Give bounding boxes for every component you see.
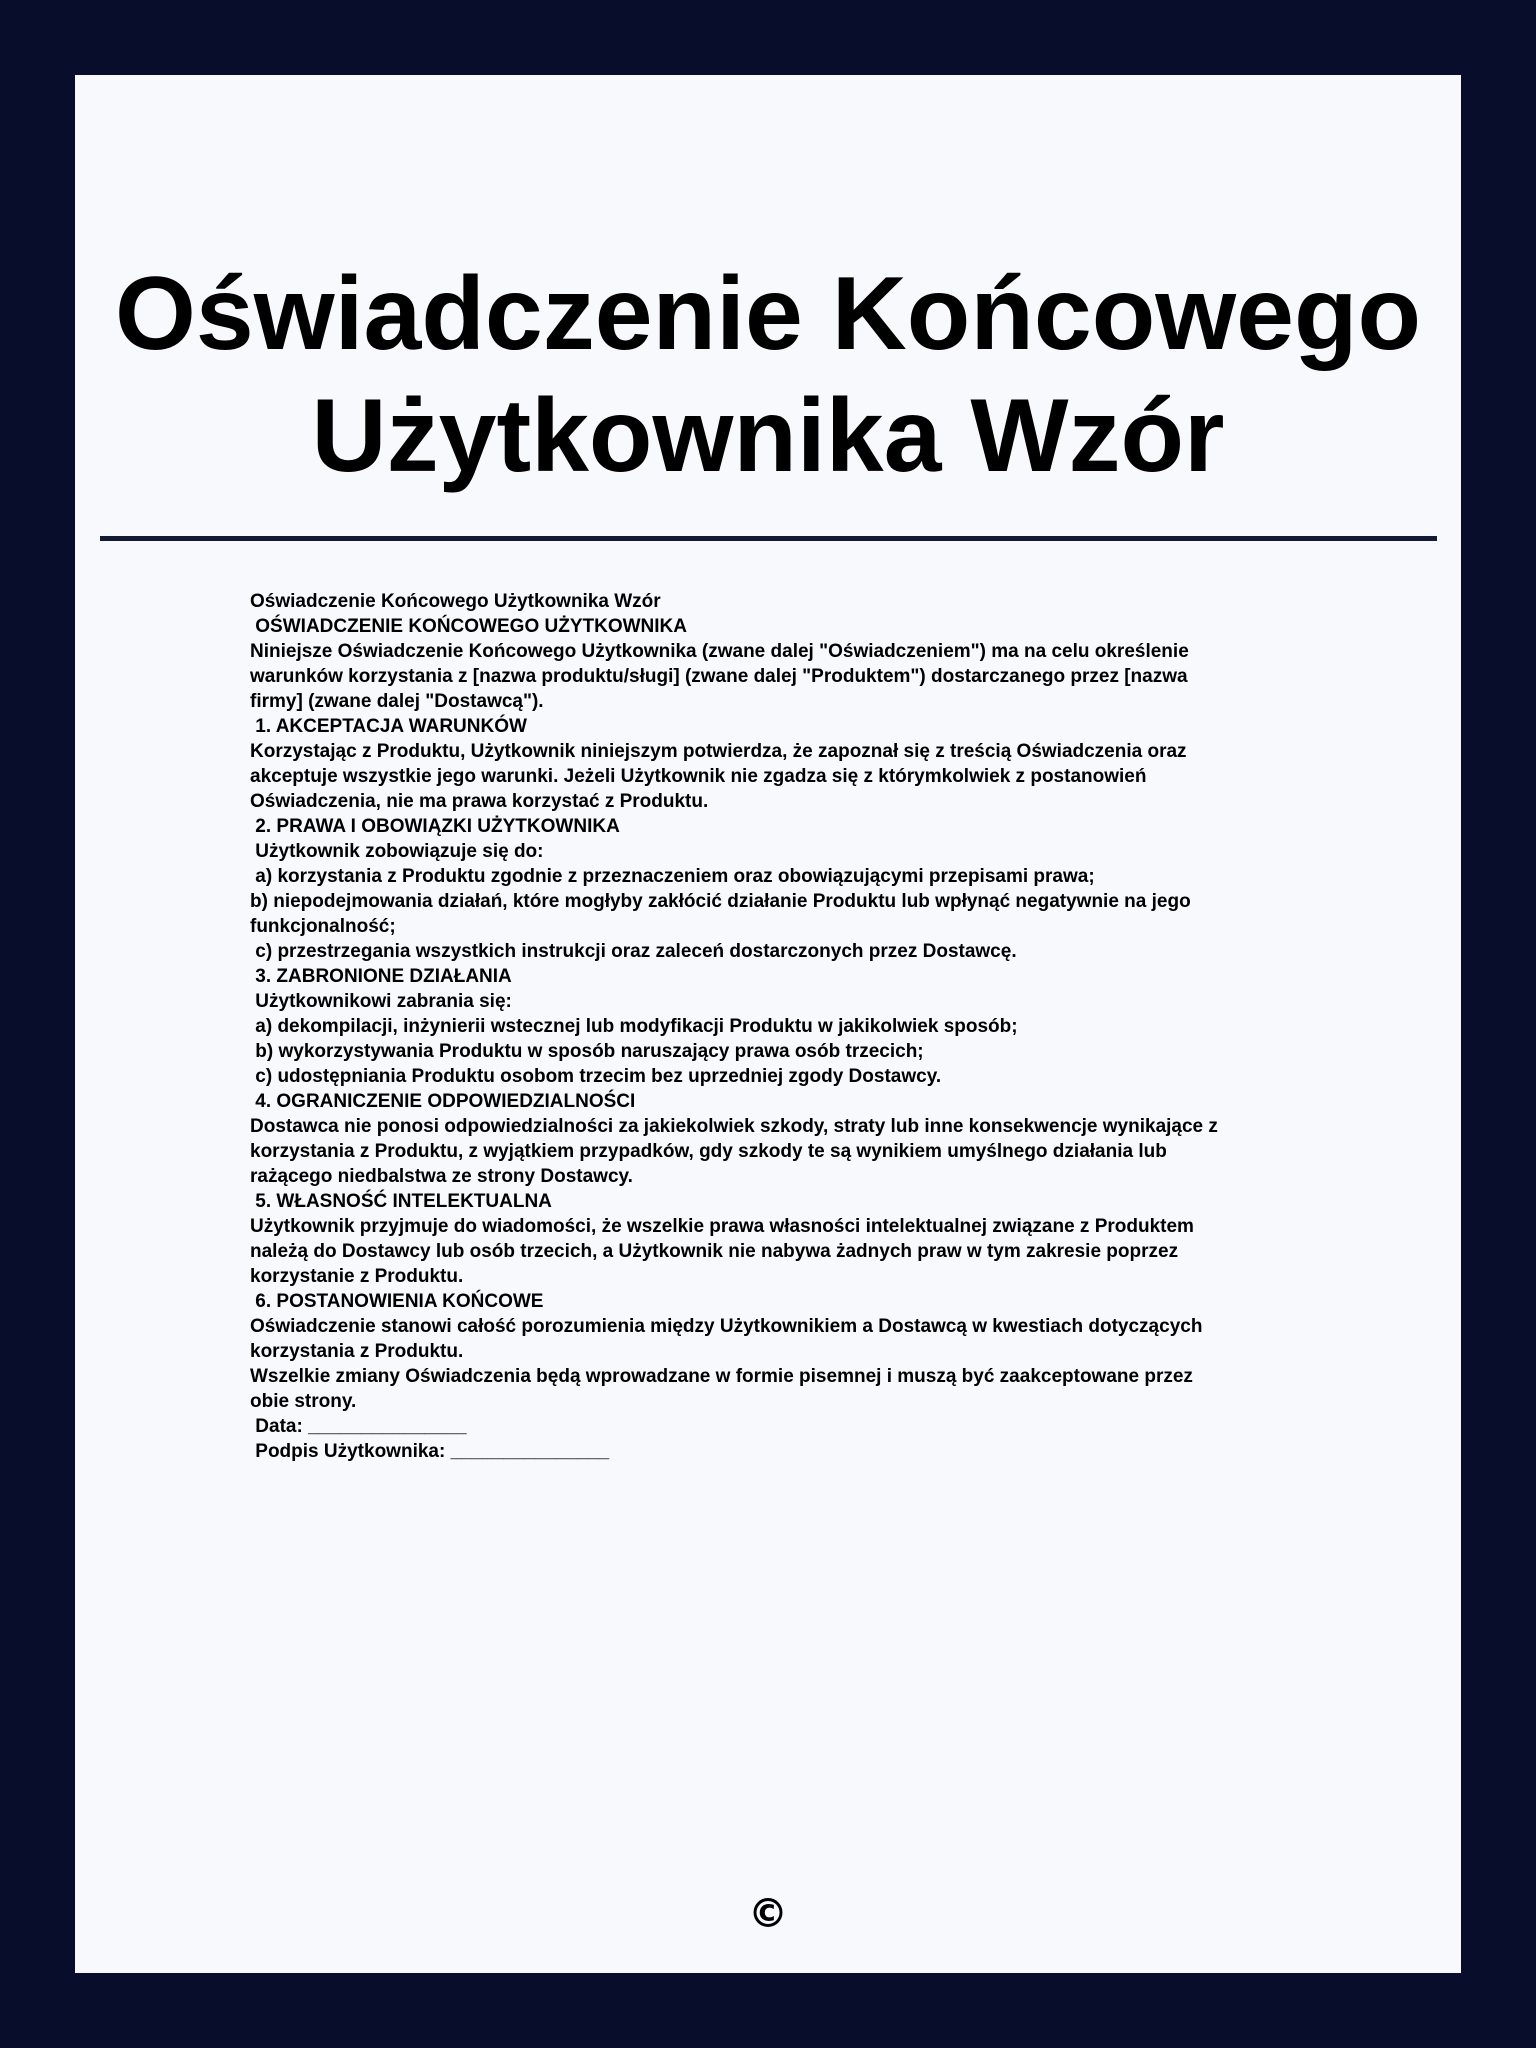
- title-line-2: Użytkownika Wzór: [311, 378, 1225, 494]
- body-line: Korzystając z Produktu, Użytkownik niniejszym potwierdza, że zapoznał się z treścią Oświadczenia oraz: [250, 741, 1187, 762]
- body-line: należą do Dostawcy lub osób trzecich, a Użytkownik nie nabywa żadnych praw w tym zakresie poprzez: [250, 1241, 1179, 1262]
- body-line: Wszelkie zmiany Oświadczenia będą wprowadzane w formie pisemnej i muszą być zaakceptowane przez: [250, 1366, 1193, 1387]
- body-line: Użytkownik zobowiązuje się do:: [250, 841, 544, 862]
- body-line: Użytkownikowi zabrania się:: [250, 991, 512, 1012]
- title-divider: [100, 536, 1437, 541]
- body-line: 3. ZABRONIONE DZIAŁANIA: [250, 966, 512, 987]
- body-line: obie strony.: [250, 1391, 357, 1412]
- body-line: 2. PRAWA I OBOWIĄZKI UŻYTKOWNIKA: [250, 816, 620, 837]
- body-line: firmy] (zwane dalej "Dostawcą").: [250, 691, 544, 712]
- body-line: c) udostępniania Produktu osobom trzecim bez uprzedniej zgody Dostawcy.: [250, 1066, 942, 1087]
- body-line: Oświadczenia, nie ma prawa korzystać z Produktu.: [250, 791, 709, 812]
- title-line-1: Oświadczenie Końcowego: [114, 256, 1422, 372]
- body-line: OŚWIADCZENIE KOŃCOWEGO UŻYTKOWNIKA: [250, 616, 687, 637]
- body-line: Oświadczenie stanowi całość porozumienia między Użytkownikiem a Dostawcą w kwestiach dotyczących: [250, 1316, 1203, 1337]
- body-line: Niniejsze Oświadczenie Końcowego Użytkownika (zwane dalej "Oświadczeniem") ma na celu określenie: [250, 641, 1189, 662]
- document-body: [250, 589, 1300, 1464]
- document-page: [75, 75, 1461, 1973]
- document-title: [75, 253, 1461, 497]
- body-line: Podpis Użytkownika: _______________: [250, 1441, 610, 1462]
- body-line: a) korzystania z Produktu zgodnie z przeznaczeniem oraz obowiązującymi przepisami prawa;: [250, 866, 1095, 887]
- body-line: Data: _______________: [250, 1416, 467, 1437]
- body-line: Użytkownik przyjmuje do wiadomości, że wszelkie prawa własności intelektualnej związane z Produktem: [250, 1216, 1194, 1237]
- body-line: b) niepodejmowania działań, które mogłyby zakłócić działanie Produktu lub wpłynąć negatywnie na jego: [250, 891, 1191, 912]
- body-line: 4. OGRANICZENIE ODPOWIEDZIALNOŚCI: [250, 1091, 636, 1112]
- body-line: 5. WŁASNOŚĆ INTELEKTUALNA: [250, 1191, 552, 1212]
- body-line: korzystanie z Produktu.: [250, 1266, 464, 1287]
- body-line: korzystania z Produktu.: [250, 1341, 464, 1362]
- body-line: 1. AKCEPTACJA WARUNKÓW: [250, 716, 527, 737]
- body-line: 6. POSTANOWIENIA KOŃCOWE: [250, 1291, 544, 1312]
- body-line: rażącego niedbalstwa ze strony Dostawcy.: [250, 1166, 633, 1187]
- body-line: Dostawca nie ponosi odpowiedzialności za jakiekolwiek szkody, straty lub inne konsekwencje wynikające z: [250, 1116, 1218, 1137]
- body-line: b) wykorzystywania Produktu w sposób naruszający prawa osób trzecich;: [250, 1041, 924, 1062]
- body-line: korzystania z Produktu, z wyjątkiem przypadków, gdy szkody te są wynikiem umyślnego działania lub: [250, 1141, 1167, 1162]
- body-line: warunków korzystania z [nazwa produktu/sługi] (zwane dalej "Produktem") dostarczanego przez [nazwa: [250, 666, 1188, 687]
- body-line: a) dekompilacji, inżynierii wstecznej lub modyfikacji Produktu w jakikolwiek sposób;: [250, 1016, 1018, 1037]
- body-line: akceptuje wszystkie jego warunki. Jeżeli Użytkownik nie zgadza się z którymkolwiek z postanowień: [250, 766, 1147, 787]
- body-line: c) przestrzegania wszystkich instrukcji oraz zaleceń dostarczonych przez Dostawcę.: [250, 941, 1017, 962]
- body-line: Oświadczenie Końcowego Użytkownika Wzór: [250, 591, 661, 612]
- body-line: funkcjonalność;: [250, 916, 396, 937]
- copyright-icon: ©: [748, 1891, 788, 1937]
